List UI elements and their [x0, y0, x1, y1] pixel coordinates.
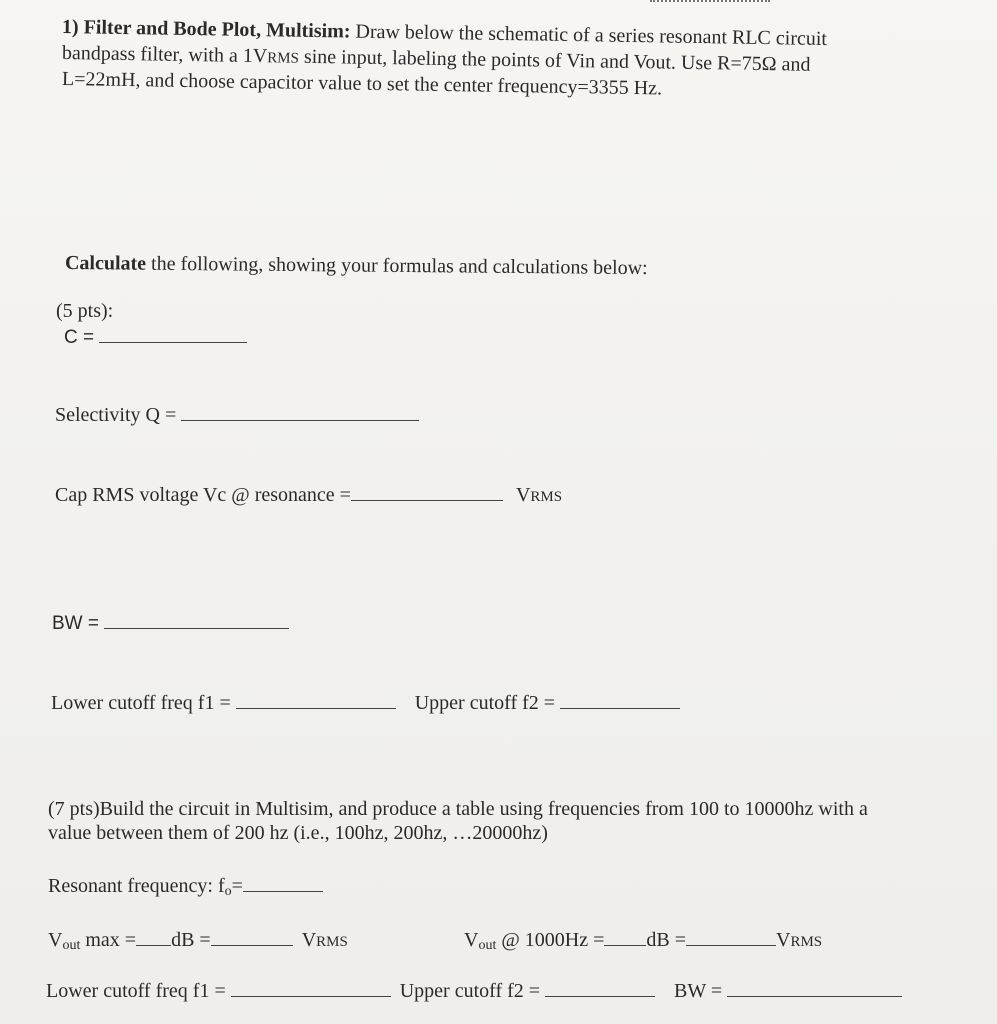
vout-max-unit — [302, 929, 348, 951]
vc-unit — [516, 484, 562, 506]
q1-number: 1) — [61, 16, 79, 39]
bw-row — [52, 613, 289, 635]
bottom-f1-blank[interactable] — [231, 995, 391, 997]
calculate-rest: the following, showing your formulas and calculations below: — [145, 252, 648, 280]
pts7-line-1: (7 pts)Build the circuit in Multisim, and produce a table using frequencies from 100 to 10000hz with a — [48, 798, 868, 820]
q1-rms-sub: RMS — [267, 50, 300, 67]
pts5-label: (5 pts): — [56, 300, 114, 322]
q1-text-1: Draw below the schematic of a series resonant RLC circuit — [355, 20, 828, 51]
vout-1000-unit-rms: RMS — [790, 934, 823, 950]
vout-max-label: max = — [80, 929, 137, 951]
bw-answer-blank[interactable] — [104, 627, 289, 629]
bottom-bw-label: BW = — [674, 980, 723, 1002]
vout-max-db-blank[interactable] — [211, 944, 293, 946]
q1-text-3: L=22mH, and choose capacitor value to set the center frequency=3355 Hz. — [61, 68, 663, 100]
bottom-f2-blank[interactable] — [545, 995, 655, 997]
f1-label: Lower cutoff freq f1 = — [51, 692, 231, 714]
vc-unit-rms: RMS — [530, 489, 563, 505]
calculate-bold: Calculate — [64, 252, 147, 275]
vout-1000-row — [464, 929, 822, 952]
vout-1000-db-blank[interactable] — [686, 944, 776, 946]
resonant-label: Resonant frequency: f — [48, 875, 225, 897]
vout-max-row — [48, 929, 348, 952]
bottom-bw-blank[interactable] — [727, 995, 902, 997]
vout-1000-v: V — [464, 929, 479, 951]
vout-max-v: V — [48, 929, 63, 951]
vout-max-db: dB = — [171, 929, 211, 951]
vout-1000-unit — [776, 929, 822, 951]
bottom-cutoff-row — [46, 980, 902, 1003]
q1-text-2a: bandpass filter, with a 1V — [61, 42, 268, 68]
q1-title: Filter and Bode Plot, Multisim: — [83, 16, 351, 43]
vc-answer-blank[interactable] — [351, 499, 503, 501]
c-label: C = — [64, 327, 95, 348]
c-answer-blank[interactable] — [99, 341, 247, 343]
c-row — [64, 327, 247, 349]
vc-unit-v: V — [515, 484, 531, 506]
vout-max-sub: out — [62, 938, 81, 953]
vout-max-unit-rms: RMS — [316, 934, 348, 950]
resonant-row — [48, 875, 323, 898]
vc-label: Cap RMS voltage Vc @ resonance = — [55, 484, 351, 506]
q1-text-2c: sine input, labeling the points of Vin and Vout. Use R=75Ω and — [298, 45, 811, 76]
bottom-f2-label: Upper cutoff f2 = — [399, 980, 541, 1002]
cutoff-row — [51, 692, 680, 715]
resonant-eq: = — [231, 875, 243, 897]
top-edge-rule — [650, 0, 770, 4]
vout-1000-sub: out — [478, 938, 497, 953]
vout-1000-db: dB = — [646, 929, 686, 951]
calculate-instruction — [65, 252, 648, 280]
vout-1000-answer-blank[interactable] — [604, 944, 646, 946]
resonant-sub: o — [224, 884, 232, 899]
f1-answer-blank[interactable] — [236, 707, 396, 709]
bottom-f1-label: Lower cutoff freq f1 = — [46, 980, 226, 1002]
resonant-answer-blank[interactable] — [243, 890, 323, 892]
q-answer-blank[interactable] — [181, 419, 419, 421]
vout-1000-label: @ 1000Hz = — [496, 929, 605, 951]
vc-row — [55, 484, 562, 507]
q-row — [55, 404, 419, 427]
vout-max-answer-blank[interactable] — [136, 944, 171, 946]
bw-label: BW = — [52, 613, 99, 634]
vout-1000-unit-v: V — [776, 929, 791, 951]
q-label: Selectivity Q = — [55, 404, 177, 426]
pts7-line-2: value between them of 200 hz (i.e., 100hz, 200hz, …20000hz) — [48, 822, 548, 844]
f2-label: Upper cutoff f2 = — [414, 692, 556, 714]
vout-max-unit-v: V — [301, 929, 317, 951]
f2-answer-blank[interactable] — [560, 707, 680, 709]
